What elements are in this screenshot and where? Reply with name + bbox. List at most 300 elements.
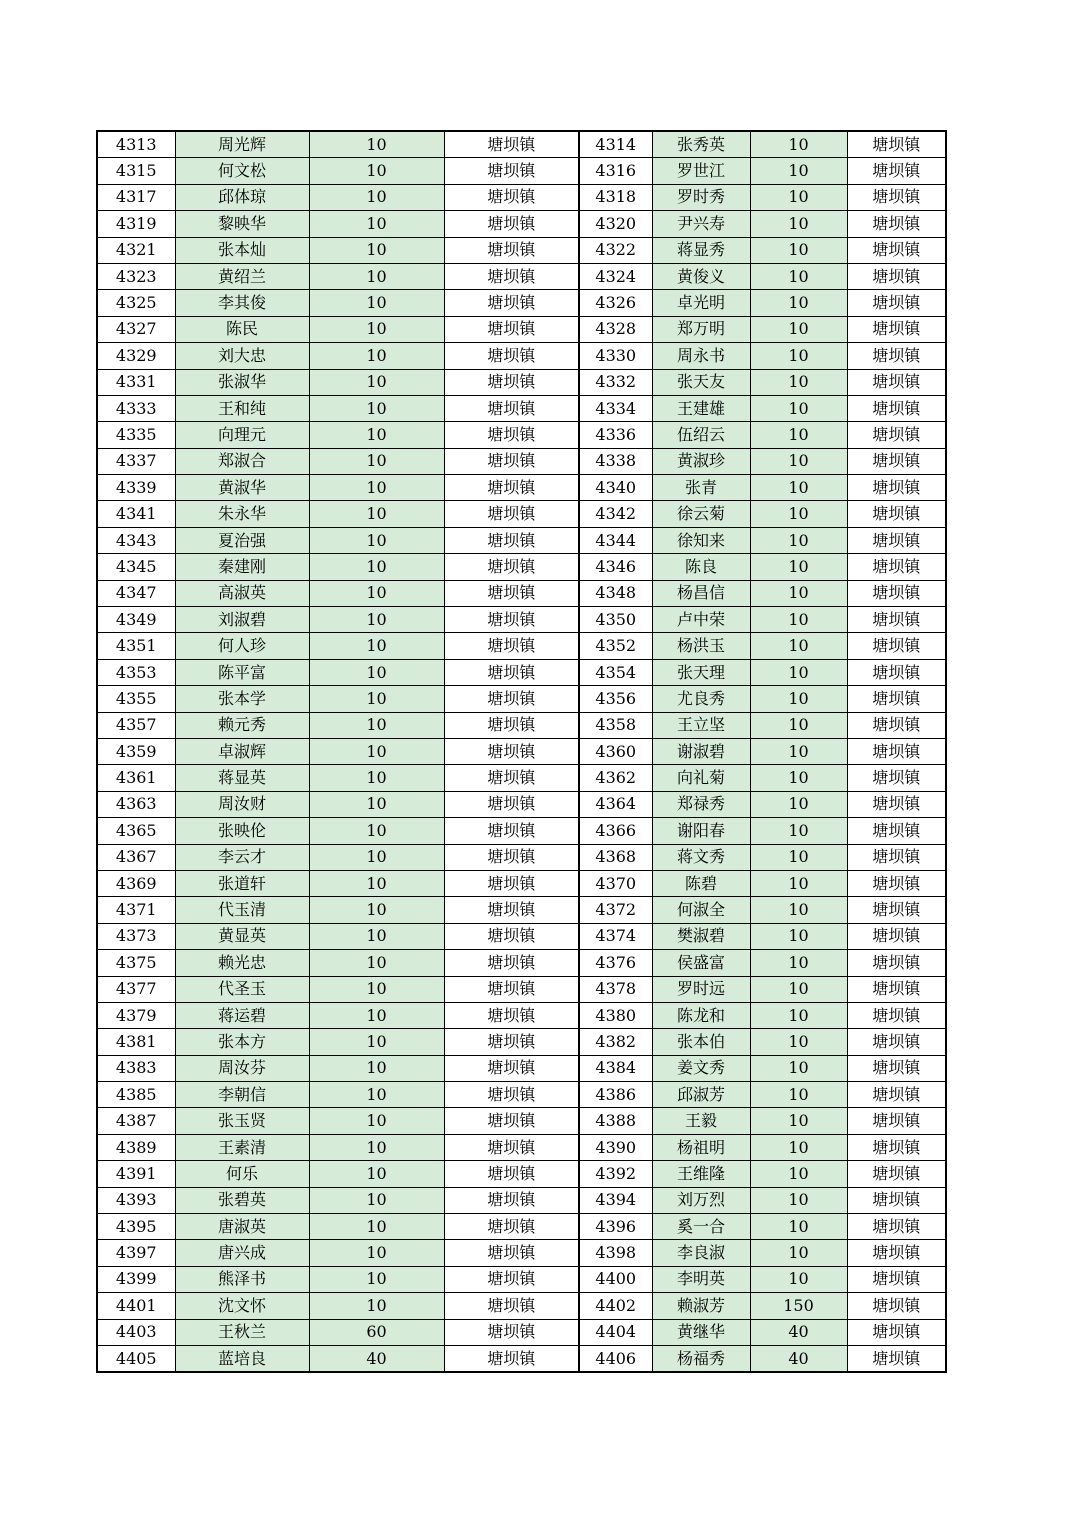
cell-amount: 40: [750, 1319, 847, 1345]
cell-name: 张淑华: [175, 369, 309, 395]
cell-town: 塘坝镇: [444, 738, 579, 764]
cell-name: 何文松: [175, 158, 309, 184]
cell-town: 塘坝镇: [444, 897, 579, 923]
cell-amount: 10: [750, 897, 847, 923]
cell-name: 王秋兰: [175, 1319, 309, 1345]
cell-id: 4401: [97, 1293, 175, 1319]
cell-town: 塘坝镇: [847, 501, 946, 527]
table-row: [97, 818, 946, 844]
cell-name: 黄绍兰: [175, 263, 309, 289]
table-row: [97, 1108, 946, 1134]
cell-id: 4324: [579, 263, 652, 289]
cell-name: 郑淑合: [175, 448, 309, 474]
cell-name: 张道轩: [175, 870, 309, 896]
cell-town: 塘坝镇: [847, 686, 946, 712]
cell-id: 4400: [579, 1266, 652, 1292]
table-row: [97, 343, 946, 369]
table-row: [97, 1214, 946, 1240]
table-row: [97, 369, 946, 395]
cell-town: 塘坝镇: [444, 607, 579, 633]
cell-name: 尹兴寿: [652, 211, 750, 237]
cell-name: 秦建刚: [175, 554, 309, 580]
cell-name: 徐知来: [652, 527, 750, 553]
cell-id: 4355: [97, 686, 175, 712]
cell-town: 塘坝镇: [444, 580, 579, 606]
cell-id: 4332: [579, 369, 652, 395]
cell-town: 塘坝镇: [847, 158, 946, 184]
cell-town: 塘坝镇: [847, 791, 946, 817]
cell-id: 4338: [579, 448, 652, 474]
cell-name: 熊泽书: [175, 1266, 309, 1292]
cell-amount: 10: [750, 950, 847, 976]
cell-amount: 10: [750, 1214, 847, 1240]
cell-id: 4370: [579, 870, 652, 896]
cell-town: 塘坝镇: [444, 211, 579, 237]
cell-amount: 10: [750, 527, 847, 553]
cell-name: 卢中荣: [652, 607, 750, 633]
cell-id: 4349: [97, 607, 175, 633]
cell-id: 4364: [579, 791, 652, 817]
cell-id: 4384: [579, 1055, 652, 1081]
cell-amount: 10: [309, 290, 444, 316]
cell-amount: 10: [309, 950, 444, 976]
cell-town: 塘坝镇: [847, 765, 946, 791]
table-row: [97, 607, 946, 633]
cell-id: 4316: [579, 158, 652, 184]
cell-amount: 10: [309, 659, 444, 685]
cell-town: 塘坝镇: [444, 791, 579, 817]
table-row: [97, 1134, 946, 1160]
cell-amount: 10: [750, 1266, 847, 1292]
cell-name: 黎映华: [175, 211, 309, 237]
cell-id: 4320: [579, 211, 652, 237]
cell-amount: 10: [750, 659, 847, 685]
cell-amount: 10: [309, 923, 444, 949]
cell-name: 侯盛富: [652, 950, 750, 976]
cell-amount: 10: [750, 475, 847, 501]
cell-amount: 10: [309, 211, 444, 237]
cell-amount: 10: [750, 237, 847, 263]
cell-name: 李明英: [652, 1266, 750, 1292]
cell-amount: 10: [750, 1187, 847, 1213]
cell-name: 张青: [652, 475, 750, 501]
cell-name: 周光辉: [175, 131, 309, 158]
cell-town: 塘坝镇: [847, 1214, 946, 1240]
cell-name: 沈文怀: [175, 1293, 309, 1319]
cell-name: 罗时远: [652, 976, 750, 1002]
cell-id: 4354: [579, 659, 652, 685]
cell-amount: 10: [309, 501, 444, 527]
cell-id: 4372: [579, 897, 652, 923]
cell-town: 塘坝镇: [847, 1319, 946, 1345]
cell-name: 高淑英: [175, 580, 309, 606]
cell-town: 塘坝镇: [444, 263, 579, 289]
cell-id: 4350: [579, 607, 652, 633]
cell-id: 4365: [97, 818, 175, 844]
cell-name: 王和纯: [175, 395, 309, 421]
cell-amount: 10: [750, 1055, 847, 1081]
cell-id: 4339: [97, 475, 175, 501]
cell-town: 塘坝镇: [444, 818, 579, 844]
cell-id: 4348: [579, 580, 652, 606]
cell-amount: 10: [309, 897, 444, 923]
records-table: [96, 130, 947, 1373]
cell-amount: 10: [750, 844, 847, 870]
cell-id: 4317: [97, 184, 175, 210]
cell-name: 郑禄秀: [652, 791, 750, 817]
table-row: [97, 316, 946, 342]
cell-amount: 10: [309, 369, 444, 395]
cell-id: 4342: [579, 501, 652, 527]
table-row: [97, 633, 946, 659]
table-row: [97, 580, 946, 606]
cell-amount: 40: [750, 1345, 847, 1372]
cell-town: 塘坝镇: [847, 448, 946, 474]
cell-amount: 10: [750, 1002, 847, 1028]
cell-amount: 10: [750, 738, 847, 764]
cell-name: 邱体琼: [175, 184, 309, 210]
cell-name: 邱淑芳: [652, 1082, 750, 1108]
cell-town: 塘坝镇: [444, 448, 579, 474]
cell-name: 徐云菊: [652, 501, 750, 527]
cell-name: 周永书: [652, 343, 750, 369]
cell-amount: 10: [309, 870, 444, 896]
cell-town: 塘坝镇: [444, 1161, 579, 1187]
cell-id: 4356: [579, 686, 652, 712]
cell-id: 4357: [97, 712, 175, 738]
table-row: [97, 263, 946, 289]
cell-name: 蒋显秀: [652, 237, 750, 263]
cell-amount: 10: [750, 369, 847, 395]
cell-amount: 10: [309, 844, 444, 870]
cell-amount: 10: [750, 976, 847, 1002]
cell-town: 塘坝镇: [847, 1266, 946, 1292]
cell-amount: 10: [309, 1240, 444, 1266]
cell-id: 4359: [97, 738, 175, 764]
cell-name: 张玉贤: [175, 1108, 309, 1134]
cell-amount: 60: [309, 1319, 444, 1345]
cell-town: 塘坝镇: [847, 422, 946, 448]
cell-amount: 10: [309, 633, 444, 659]
cell-name: 姜文秀: [652, 1055, 750, 1081]
cell-name: 陈龙和: [652, 1002, 750, 1028]
cell-name: 蒋显英: [175, 765, 309, 791]
table-row: [97, 448, 946, 474]
cell-amount: 10: [750, 263, 847, 289]
cell-id: 4346: [579, 554, 652, 580]
cell-amount: 10: [309, 1055, 444, 1081]
cell-amount: 10: [309, 1187, 444, 1213]
cell-town: 塘坝镇: [444, 369, 579, 395]
cell-town: 塘坝镇: [847, 1029, 946, 1055]
cell-name: 谢阳春: [652, 818, 750, 844]
cell-name: 杨祖明: [652, 1134, 750, 1160]
cell-town: 塘坝镇: [444, 527, 579, 553]
table-row: [97, 1345, 946, 1372]
cell-amount: 10: [309, 1082, 444, 1108]
table-row: [97, 686, 946, 712]
cell-id: 4371: [97, 897, 175, 923]
table-row: [97, 923, 946, 949]
cell-id: 4352: [579, 633, 652, 659]
cell-name: 蒋运碧: [175, 1002, 309, 1028]
table-row: [97, 1161, 946, 1187]
cell-town: 塘坝镇: [847, 554, 946, 580]
cell-amount: 10: [309, 738, 444, 764]
cell-id: 4391: [97, 1161, 175, 1187]
cell-name: 唐兴成: [175, 1240, 309, 1266]
cell-town: 塘坝镇: [444, 1187, 579, 1213]
cell-name: 代圣玉: [175, 976, 309, 1002]
records-body: [97, 131, 946, 1372]
cell-name: 张本伯: [652, 1029, 750, 1055]
cell-name: 张映伦: [175, 818, 309, 844]
cell-amount: 10: [309, 686, 444, 712]
cell-town: 塘坝镇: [444, 1240, 579, 1266]
cell-id: 4405: [97, 1345, 175, 1372]
table-row: [97, 870, 946, 896]
table-row: [97, 897, 946, 923]
cell-town: 塘坝镇: [847, 1108, 946, 1134]
cell-town: 塘坝镇: [444, 395, 579, 421]
cell-amount: 10: [309, 712, 444, 738]
cell-town: 塘坝镇: [847, 712, 946, 738]
cell-town: 塘坝镇: [847, 184, 946, 210]
cell-town: 塘坝镇: [444, 1002, 579, 1028]
cell-town: 塘坝镇: [444, 1029, 579, 1055]
cell-name: 赖元秀: [175, 712, 309, 738]
cell-id: 4373: [97, 923, 175, 949]
table-row: [97, 554, 946, 580]
cell-id: 4377: [97, 976, 175, 1002]
cell-town: 塘坝镇: [847, 290, 946, 316]
table-row: [97, 1002, 946, 1028]
cell-amount: 10: [750, 633, 847, 659]
cell-id: 4331: [97, 369, 175, 395]
cell-town: 塘坝镇: [847, 580, 946, 606]
cell-name: 刘淑碧: [175, 607, 309, 633]
cell-name: 蒋文秀: [652, 844, 750, 870]
cell-id: 4340: [579, 475, 652, 501]
cell-id: 4319: [97, 211, 175, 237]
table-row: [97, 976, 946, 1002]
cell-id: 4337: [97, 448, 175, 474]
cell-name: 罗世江: [652, 158, 750, 184]
cell-amount: 10: [309, 343, 444, 369]
table-row: [97, 1082, 946, 1108]
cell-name: 黄淑华: [175, 475, 309, 501]
cell-name: 王毅: [652, 1108, 750, 1134]
cell-name: 王素清: [175, 1134, 309, 1160]
cell-id: 4360: [579, 738, 652, 764]
table-row: [97, 659, 946, 685]
cell-name: 樊淑碧: [652, 923, 750, 949]
cell-name: 蓝培良: [175, 1345, 309, 1372]
cell-name: 王维隆: [652, 1161, 750, 1187]
cell-amount: 10: [309, 1161, 444, 1187]
cell-amount: 10: [309, 448, 444, 474]
cell-id: 4397: [97, 1240, 175, 1266]
cell-amount: 10: [309, 395, 444, 421]
cell-amount: 10: [750, 158, 847, 184]
cell-town: 塘坝镇: [444, 923, 579, 949]
cell-name: 周汝芬: [175, 1055, 309, 1081]
cell-amount: 40: [309, 1345, 444, 1372]
cell-id: 4325: [97, 290, 175, 316]
cell-id: 4393: [97, 1187, 175, 1213]
cell-amount: 10: [750, 686, 847, 712]
table-row: [97, 712, 946, 738]
cell-id: 4381: [97, 1029, 175, 1055]
table-row: [97, 844, 946, 870]
cell-amount: 10: [309, 316, 444, 342]
cell-id: 4367: [97, 844, 175, 870]
cell-name: 李良淑: [652, 1240, 750, 1266]
cell-town: 塘坝镇: [444, 501, 579, 527]
cell-town: 塘坝镇: [444, 1134, 579, 1160]
cell-id: 4386: [579, 1082, 652, 1108]
cell-id: 4399: [97, 1266, 175, 1292]
cell-amount: 10: [309, 976, 444, 1002]
cell-name: 黄淑珍: [652, 448, 750, 474]
cell-town: 塘坝镇: [444, 237, 579, 263]
table-row: [97, 131, 946, 158]
table-row: [97, 1187, 946, 1213]
table-row: [97, 1266, 946, 1292]
cell-id: 4353: [97, 659, 175, 685]
cell-name: 何人珍: [175, 633, 309, 659]
cell-name: 李朝信: [175, 1082, 309, 1108]
cell-name: 尤良秀: [652, 686, 750, 712]
cell-name: 张碧英: [175, 1187, 309, 1213]
cell-amount: 10: [309, 475, 444, 501]
cell-amount: 10: [750, 818, 847, 844]
cell-name: 李云才: [175, 844, 309, 870]
cell-amount: 10: [309, 580, 444, 606]
cell-name: 罗时秀: [652, 184, 750, 210]
table-row: [97, 501, 946, 527]
cell-town: 塘坝镇: [444, 1108, 579, 1134]
cell-id: 4404: [579, 1319, 652, 1345]
table-row: [97, 475, 946, 501]
table-row: [97, 290, 946, 316]
cell-amount: 10: [750, 923, 847, 949]
cell-id: 4341: [97, 501, 175, 527]
cell-amount: 10: [750, 422, 847, 448]
cell-town: 塘坝镇: [847, 897, 946, 923]
table-row: [97, 950, 946, 976]
cell-town: 塘坝镇: [847, 527, 946, 553]
table-row: [97, 791, 946, 817]
cell-town: 塘坝镇: [444, 422, 579, 448]
cell-town: 塘坝镇: [444, 475, 579, 501]
cell-amount: 10: [309, 607, 444, 633]
cell-amount: 10: [309, 1002, 444, 1028]
cell-id: 4388: [579, 1108, 652, 1134]
cell-town: 塘坝镇: [847, 976, 946, 1002]
cell-name: 周汝财: [175, 791, 309, 817]
cell-id: 4390: [579, 1134, 652, 1160]
cell-id: 4394: [579, 1187, 652, 1213]
cell-name: 郑万明: [652, 316, 750, 342]
cell-town: 塘坝镇: [444, 870, 579, 896]
cell-id: 4402: [579, 1293, 652, 1319]
cell-id: 4322: [579, 237, 652, 263]
cell-town: 塘坝镇: [444, 1319, 579, 1345]
cell-id: 4358: [579, 712, 652, 738]
cell-town: 塘坝镇: [444, 976, 579, 1002]
cell-name: 夏治强: [175, 527, 309, 553]
cell-amount: 10: [750, 395, 847, 421]
cell-amount: 10: [750, 448, 847, 474]
cell-id: 4379: [97, 1002, 175, 1028]
cell-id: 4347: [97, 580, 175, 606]
cell-id: 4375: [97, 950, 175, 976]
cell-town: 塘坝镇: [444, 184, 579, 210]
cell-id: 4323: [97, 263, 175, 289]
cell-id: 4318: [579, 184, 652, 210]
cell-name: 张天理: [652, 659, 750, 685]
cell-amount: 10: [309, 1134, 444, 1160]
table-row: [97, 1240, 946, 1266]
cell-amount: 10: [750, 343, 847, 369]
cell-town: 塘坝镇: [847, 844, 946, 870]
cell-town: 塘坝镇: [847, 633, 946, 659]
cell-name: 李其俊: [175, 290, 309, 316]
table-row: [97, 395, 946, 421]
cell-town: 塘坝镇: [847, 263, 946, 289]
cell-id: 4328: [579, 316, 652, 342]
cell-name: 何乐: [175, 1161, 309, 1187]
cell-amount: 10: [750, 791, 847, 817]
cell-amount: 10: [750, 1240, 847, 1266]
cell-town: 塘坝镇: [847, 1345, 946, 1372]
cell-id: 4336: [579, 422, 652, 448]
cell-name: 朱永华: [175, 501, 309, 527]
cell-name: 向礼菊: [652, 765, 750, 791]
cell-town: 塘坝镇: [847, 369, 946, 395]
cell-id: 4330: [579, 343, 652, 369]
table-row: [97, 237, 946, 263]
cell-amount: 10: [750, 554, 847, 580]
cell-amount: 10: [750, 607, 847, 633]
cell-id: 4382: [579, 1029, 652, 1055]
cell-id: 4345: [97, 554, 175, 580]
cell-amount: 10: [309, 263, 444, 289]
cell-name: 向理元: [175, 422, 309, 448]
cell-amount: 10: [309, 158, 444, 184]
cell-amount: 10: [750, 1029, 847, 1055]
cell-town: 塘坝镇: [847, 1293, 946, 1319]
cell-amount: 10: [309, 1108, 444, 1134]
cell-id: 4333: [97, 395, 175, 421]
cell-town: 塘坝镇: [847, 475, 946, 501]
cell-amount: 10: [750, 580, 847, 606]
cell-id: 4376: [579, 950, 652, 976]
cell-name: 张本学: [175, 686, 309, 712]
cell-town: 塘坝镇: [444, 1345, 579, 1372]
cell-amount: 10: [750, 765, 847, 791]
cell-id: 4406: [579, 1345, 652, 1372]
cell-town: 塘坝镇: [444, 343, 579, 369]
cell-name: 伍绍云: [652, 422, 750, 448]
cell-id: 4343: [97, 527, 175, 553]
cell-town: 塘坝镇: [444, 1214, 579, 1240]
cell-amount: 10: [309, 765, 444, 791]
cell-amount: 10: [309, 1029, 444, 1055]
cell-town: 塘坝镇: [847, 1082, 946, 1108]
cell-town: 塘坝镇: [847, 237, 946, 263]
